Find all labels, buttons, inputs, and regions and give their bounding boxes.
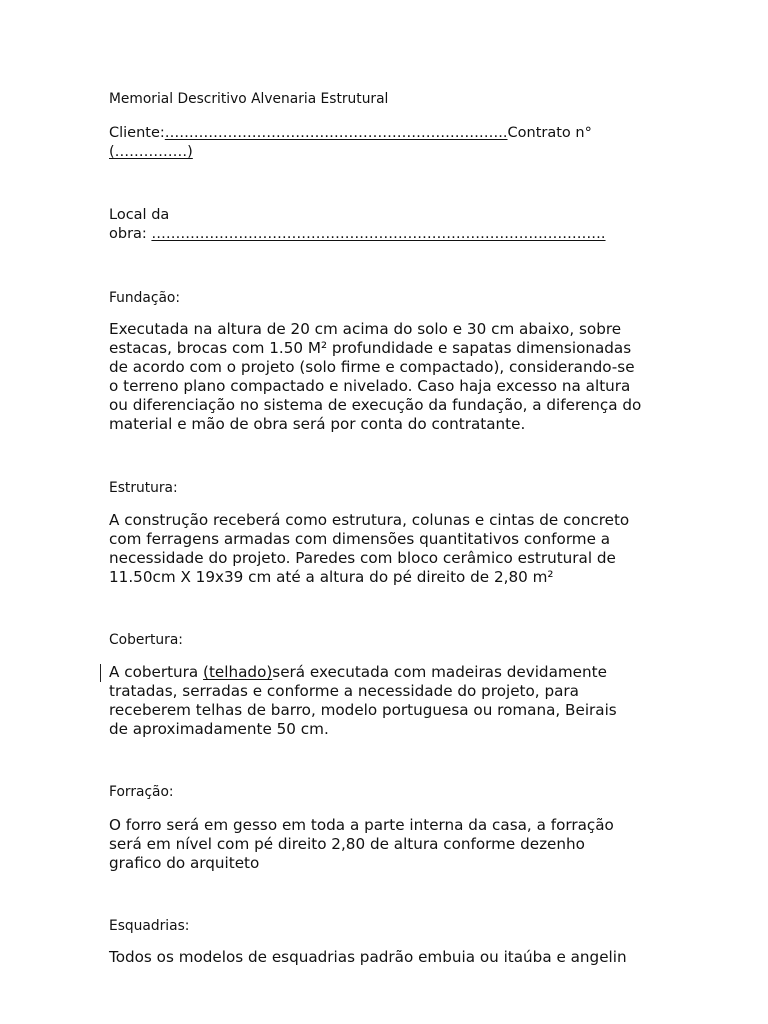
paragraph-line: Todos os modelos de esquadrias padrão embuia ou itaúba e angelin xyxy=(109,948,627,966)
paragraph-line: A construção receberá como estrutura, colunas e cintas de concreto xyxy=(109,511,630,529)
paragraph-line xyxy=(109,663,607,682)
location-line xyxy=(109,225,606,244)
paragraph-line: grafico do arquiteto xyxy=(109,854,260,872)
client-label: Cliente: xyxy=(109,125,165,141)
paragraph-line: Executada na altura de 20 cm acima do solo e 30 cm abaixo, sobre xyxy=(109,320,622,338)
contract-line xyxy=(109,143,193,162)
paragraph-line: de acordo com o projeto (solo firme e compactado), considerando-se xyxy=(109,358,635,376)
paragraph-line: será em nível com pé direito 2,80 de altura conforme dezenho xyxy=(109,835,585,853)
section-heading-forracao: Forração: xyxy=(109,784,174,800)
client-blank-field[interactable]: …………………………………………………………….. xyxy=(164,125,508,141)
paragraph-line: ou diferenciação no sistema de execução da fundação, a diferença do xyxy=(109,396,642,414)
section-heading-esquadrias: Esquadrias: xyxy=(109,918,190,934)
paragraph-line: material e mão de obra será por conta do contratante. xyxy=(109,415,526,433)
paragraph-line: O forro será em gesso em toda a parte interna da casa, a forração xyxy=(109,816,614,834)
paragraph-line: necessidade do projeto. Paredes com bloco cerâmico estrutural de xyxy=(109,549,616,567)
paragraph-line: estacas, brocas com 1.50 M² profundidade e sapatas dimensionadas xyxy=(109,339,632,357)
paragraph-text: será executada com madeiras devidamente xyxy=(272,663,607,681)
paragraph-line: receberem telhas de barro, modelo portuguesa ou romana, Beirais xyxy=(109,701,617,719)
location-label-line1: Local da xyxy=(109,207,170,223)
client-line xyxy=(109,124,592,143)
text-cursor xyxy=(100,664,101,682)
paragraph-line: o terreno plano compactado e nivelado. Caso haja excesso na altura xyxy=(109,377,631,395)
location-label-line2: obra: xyxy=(109,226,152,242)
section-heading-cobertura: Cobertura: xyxy=(109,632,183,648)
paragraph-text: A cobertura xyxy=(109,663,204,681)
contract-number-blank-field[interactable]: (……………) xyxy=(109,144,193,160)
document-title: Memorial Descritivo Alvenaria Estrutural xyxy=(109,91,389,107)
location-blank-field[interactable]: …………………………………………………………………………………. xyxy=(151,226,606,242)
paragraph-line: de aproximadamente 50 cm. xyxy=(109,720,329,738)
paragraph-line: com ferragens armadas com dimensões quantitativos conforme a xyxy=(109,530,611,548)
section-heading-fundacao: Fundação: xyxy=(109,290,181,306)
paragraph-line: 11.50cm X 19x39 cm até a altura do pé direito de 2,80 m² xyxy=(109,568,554,586)
section-heading-estrutura: Estrutura: xyxy=(109,480,178,496)
underlined-term: (telhado) xyxy=(203,663,273,681)
contract-label: Contrato n° xyxy=(507,125,592,141)
paragraph-line: tratadas, serradas e conforme a necessidade do projeto, para xyxy=(109,682,579,700)
